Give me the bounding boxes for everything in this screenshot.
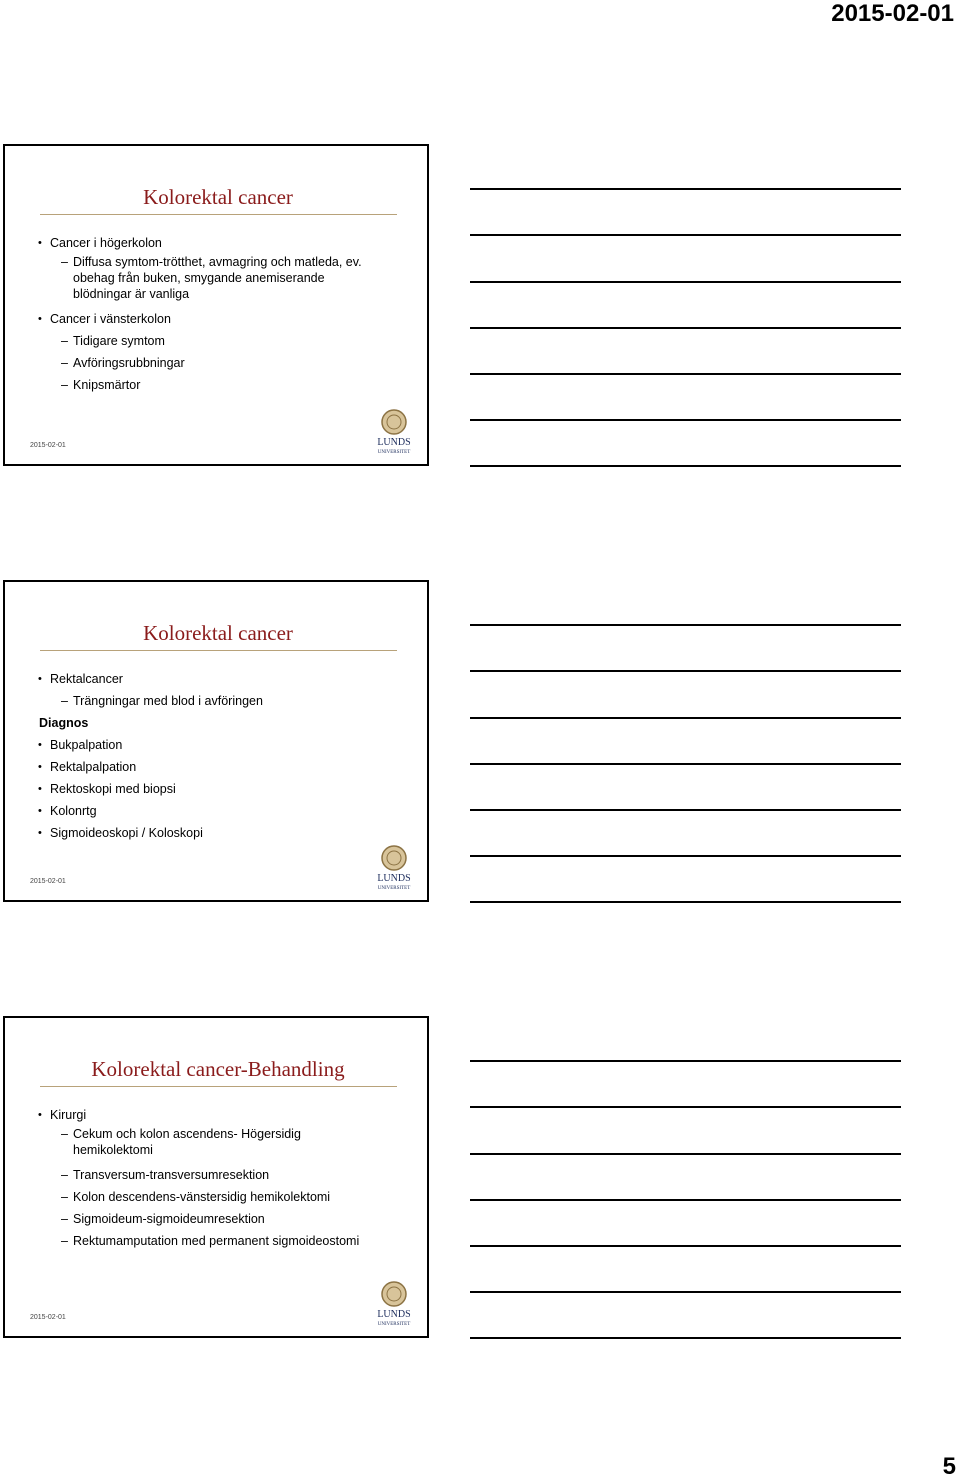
note-line bbox=[470, 327, 901, 329]
lund-university-logo bbox=[373, 1280, 415, 1330]
note-line bbox=[470, 188, 901, 190]
note-line bbox=[470, 809, 901, 811]
list-item: – Kolon descendens-vänstersidig hemikolektomi bbox=[5, 1186, 431, 1208]
note-line bbox=[470, 234, 901, 236]
note-line bbox=[470, 1060, 901, 1062]
note-line bbox=[470, 1291, 901, 1293]
list-item: – Cekum och kolon ascendens- Högersidig bbox=[5, 1126, 431, 1142]
list-item: • Rektalcancer bbox=[5, 668, 431, 690]
slide-date: 2015-02-01 bbox=[30, 442, 66, 449]
page-number: 5 bbox=[942, 1453, 956, 1480]
page-date: 2015-02-01 bbox=[831, 0, 954, 27]
note-line bbox=[470, 1337, 901, 1339]
list-item: • Sigmoideoskopi / Koloskopi bbox=[5, 822, 431, 844]
list-item: • Kolonrtg bbox=[5, 800, 431, 822]
note-line bbox=[470, 855, 901, 857]
note-line bbox=[470, 1199, 901, 1201]
slide-1 bbox=[3, 144, 429, 466]
slide-title: Kolorektal cancer bbox=[143, 185, 293, 209]
note-line bbox=[470, 1153, 901, 1155]
svg-text:UNIVERSITET: UNIVERSITET bbox=[377, 1322, 411, 1327]
note-line bbox=[470, 624, 901, 626]
list-item: – Avföringsrubbningar bbox=[5, 352, 431, 374]
slide-body bbox=[5, 668, 431, 844]
lund-university-logo bbox=[373, 408, 415, 458]
list-item: blödningar är vanliga bbox=[73, 287, 190, 301]
note-line bbox=[470, 419, 901, 421]
list-item: hemikolektomi bbox=[73, 1143, 153, 1157]
list-item: obehag från buken, smygande anemiserande bbox=[73, 271, 325, 285]
list-item: • Rektalpalpation bbox=[5, 756, 431, 778]
note-line bbox=[470, 281, 901, 283]
title-divider bbox=[40, 650, 397, 651]
title-divider bbox=[40, 214, 397, 215]
slide-2 bbox=[3, 580, 429, 902]
list-item: • Cancer i vänsterkolon bbox=[5, 308, 431, 330]
list-item: – Sigmoideum-sigmoideumresektion bbox=[5, 1208, 431, 1230]
slide-3 bbox=[3, 1016, 429, 1338]
section-heading: Diagnos bbox=[39, 716, 89, 730]
svg-text:LUNDS: LUNDS bbox=[377, 437, 411, 448]
svg-text:UNIVERSITET: UNIVERSITET bbox=[377, 886, 411, 891]
list-item: • Rektoskopi med biopsi bbox=[5, 778, 431, 800]
list-item: • Cancer i högerkolon bbox=[5, 232, 431, 254]
list-item: – Rektumamputation med permanent sigmoideostomi bbox=[5, 1230, 431, 1252]
note-line bbox=[470, 670, 901, 672]
note-line bbox=[470, 717, 901, 719]
list-item: • Kirurgi bbox=[5, 1104, 431, 1126]
note-line bbox=[470, 373, 901, 375]
slide-date: 2015-02-01 bbox=[30, 878, 66, 885]
svg-text:LUNDS: LUNDS bbox=[377, 873, 411, 884]
slide-title: Kolorektal cancer bbox=[143, 621, 293, 645]
svg-text:UNIVERSITET: UNIVERSITET bbox=[377, 450, 411, 455]
slide-body bbox=[5, 1104, 431, 1252]
note-line bbox=[470, 763, 901, 765]
note-line bbox=[470, 1245, 901, 1247]
list-item: – Knipsmärtor bbox=[5, 374, 431, 396]
slide-date: 2015-02-01 bbox=[30, 1314, 66, 1321]
lund-university-logo bbox=[373, 844, 415, 894]
slide-body bbox=[5, 232, 431, 396]
list-item: – Tidigare symtom bbox=[5, 330, 431, 352]
slide-title: Kolorektal cancer-Behandling bbox=[91, 1057, 345, 1081]
list-item: – Trängningar med blod i avföringen bbox=[5, 690, 431, 712]
svg-text:LUNDS: LUNDS bbox=[377, 1309, 411, 1320]
note-line bbox=[470, 901, 901, 903]
note-line bbox=[470, 465, 901, 467]
note-line bbox=[470, 1106, 901, 1108]
title-divider bbox=[40, 1086, 397, 1087]
list-item: – Diffusa symtom-trötthet, avmagring och matleda, ev. bbox=[5, 254, 431, 270]
list-item: • Bukpalpation bbox=[5, 734, 431, 756]
list-item: – Transversum-transversumresektion bbox=[5, 1164, 431, 1186]
